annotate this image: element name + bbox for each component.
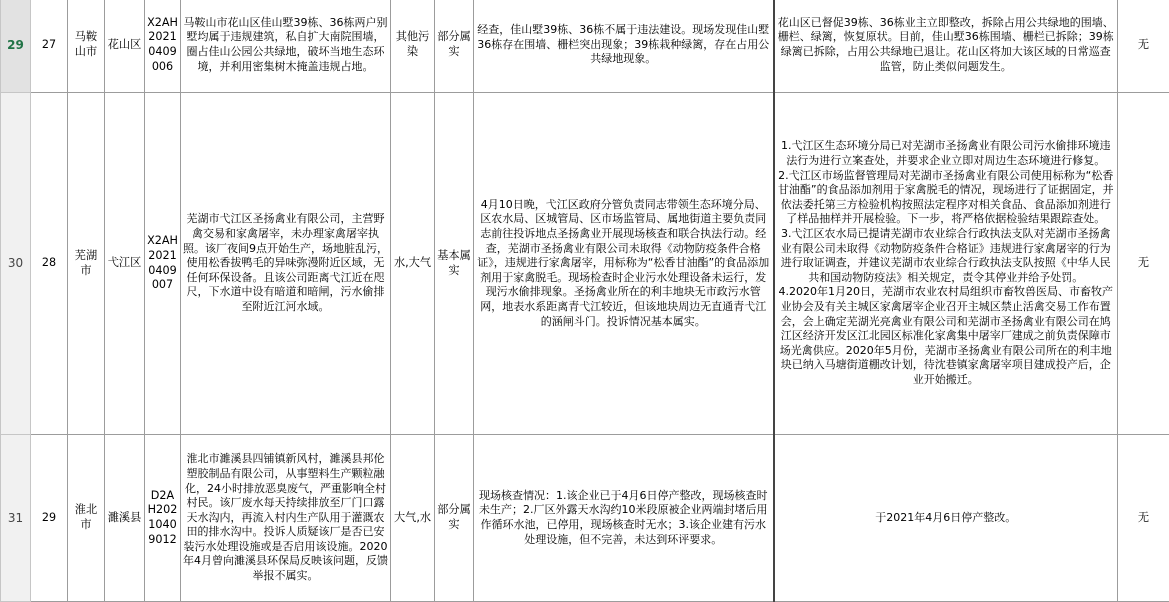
code-cell[interactable]: X2AH20210409006 bbox=[145, 0, 181, 93]
district-cell[interactable]: 弋江区 bbox=[105, 93, 145, 435]
findings-cell[interactable]: 经查，佳山墅39栋、36栋不属于违法建设。现场发现佳山墅36栋存在围墙、栅栏突出现象；39栋栽种绿篱，存在占用公共绿地现象。 bbox=[474, 0, 774, 93]
city-cell[interactable]: 芜湖市 bbox=[68, 93, 105, 435]
district-cell[interactable]: 濉溪县 bbox=[105, 435, 145, 602]
findings-cell[interactable]: 4月10日晚，弋江区政府分管负责同志带领生态环境分局、区农水局、区城管局、区市场监管局、属地街道主要负责同志前往投诉地点圣扬禽业开展现场核查和联合执法行动。经查，芜湖市圣扬禽业有限公司未取得《动物防疫条件合格证》，违规进行家禽屠宰，用标称为“松香甘油酯”的食品添加剂用于家禽脱毛。现场检查时企业污水处理设备未运行，发现污水偷排现象。圣扬禽业所在的利丰地块无市政污水管网，地表水系距离青弋江较近，但该地块周边无直通青弋江的涵闸斗门。投诉情况基本属实。 bbox=[474, 93, 774, 435]
rectification-cell[interactable]: 花山区已督促39栋、36栋业主立即整改，拆除占用公共绿地的围墙、栅栏、绿篱，恢复原状。目前，佳山墅36栋围墙、栅栏已拆除；39栋绿篱已拆除，占用公共绿地已退让。花山区将加大该区域的日常巡查监管，防止类似问题发生。 bbox=[774, 0, 1118, 93]
seq-cell[interactable]: 29 bbox=[31, 435, 68, 602]
verdict-cell[interactable]: 部分属实 bbox=[435, 435, 474, 602]
district-cell[interactable]: 花山区 bbox=[105, 0, 145, 93]
findings-cell[interactable]: 现场核查情况：1.该企业已于4月6日停产整改，现场核查时未生产；2.厂区外露天水沟约10米段原被企业两端封堵后用作循环水池，已停用，现场核查时无水；3.该企业建有污水处理设施，但不完善，未达到环评要求。 bbox=[474, 435, 774, 602]
city-cell[interactable]: 淮北市 bbox=[68, 435, 105, 602]
content-cell[interactable]: 芜湖市弋江区圣扬禽业有限公司，主营野禽交易和家禽屠宰，未办理家禽屠宰执照。该厂夜间9点开始生产，场地脏乱污，使用松香拔鸭毛的异味弥漫附近区域，无任何环保设备。且该公司距离弋江近在咫尺，下水道中设有暗道和暗闸，污水偷排至附近江河水域。 bbox=[181, 93, 391, 435]
city-cell[interactable]: 马鞍山市 bbox=[68, 0, 105, 93]
table-row[interactable] bbox=[1, 435, 1169, 602]
content-cell[interactable]: 淮北市濉溪县四铺镇新风村，濉溪县邦伦塑胶制品有限公司，从事塑料生产颗粒融化，24小时排放恶臭废气，严重影响全村村民。该厂废水每天持续排放至厂门口露天水沟内，再流入村内生产队用于灌溉农田的排水沟中。投诉人质疑该厂是否已安装污水处理设施或是否启用该设施。2020年4月曾向濉溪县环保局反映该问题，反馈举报不属实。 bbox=[181, 435, 391, 602]
table-row[interactable] bbox=[1, 93, 1169, 435]
rectification-cell[interactable]: 于2021年4月6日停产整改。 bbox=[774, 435, 1118, 602]
verdict-cell[interactable]: 基本属实 bbox=[435, 93, 474, 435]
seq-cell[interactable]: 27 bbox=[31, 0, 68, 93]
table-row[interactable] bbox=[1, 0, 1169, 93]
row-header[interactable]: 29 bbox=[1, 0, 31, 93]
accountability-cell[interactable]: 无 bbox=[1118, 435, 1169, 602]
accountability-cell[interactable]: 无 bbox=[1118, 0, 1169, 93]
seq-cell[interactable]: 28 bbox=[31, 93, 68, 435]
pollution-type-cell[interactable]: 水,大气 bbox=[391, 93, 435, 435]
pollution-type-cell[interactable]: 其他污染 bbox=[391, 0, 435, 93]
row-header[interactable]: 30 bbox=[1, 93, 31, 435]
row-header[interactable]: 31 bbox=[1, 435, 31, 602]
code-cell[interactable]: X2AH20210409007 bbox=[145, 93, 181, 435]
verdict-cell[interactable]: 部分属实 bbox=[435, 0, 474, 93]
code-cell[interactable]: D2AH20210409012 bbox=[145, 435, 181, 602]
content-cell[interactable]: 马鞍山市花山区佳山墅39栋、36栋两户别墅均属于违规建筑，私自扩大南院围墙，圈占佳山公园公共绿地，破坏当地生态环境，并利用密集树木掩盖违规占地。 bbox=[181, 0, 391, 93]
pollution-type-cell[interactable]: 大气,水 bbox=[391, 435, 435, 602]
accountability-cell[interactable]: 无 bbox=[1118, 93, 1169, 435]
rectification-cell[interactable]: 1.弋江区生态环境分局已对芜湖市圣扬禽业有限公司污水偷排环境违法行为进行立案查处，并要求企业立即对周边生态环境进行修复。 2.弋江区市场监督管理局对芜湖市圣扬禽业有限公司使用标称为“松香甘油酯”的食品添加剂用于家禽脱毛的情况，现场进行了证据固定，并依法委托第三方检验机构按照法定程序对相关食品、食品添加剂进行了样品抽样并开展检验。下一步，将严格依据检验结果跟踪查处。 3.弋江区农水局已提请芜湖市农业综合行政执法支队对芜湖市圣扬禽业有限公司未取得《动物防疫条件合格证》违规进行家禽屠宰的行为进行取证调查，并建议芜湖市农业综合行政执法支队按照《中华人民共和国动物防疫法》相关规定，责令其停业并给予处罚。 4.2020年1月20日，芜湖市农业农村局组织市畜牧兽医局、市畜牧产业协会及有关主城区家禽屠宰企业召开主城区禁止活禽交易工作布置会，会上确定芜湖光亮禽业有限公司和芜湖市圣扬禽业有限公司在鸠江区经济开发区江北园区标准化家禽集中屠宰厂建成之前负责保障市场光禽供应。2020年5月份，芜湖市圣扬禽业有限公司所在的利丰地块已纳入马塘街道棚改计划，待沈巷镇家禽屠宰项目建成投产后，企业开始搬迁。 bbox=[774, 93, 1118, 435]
